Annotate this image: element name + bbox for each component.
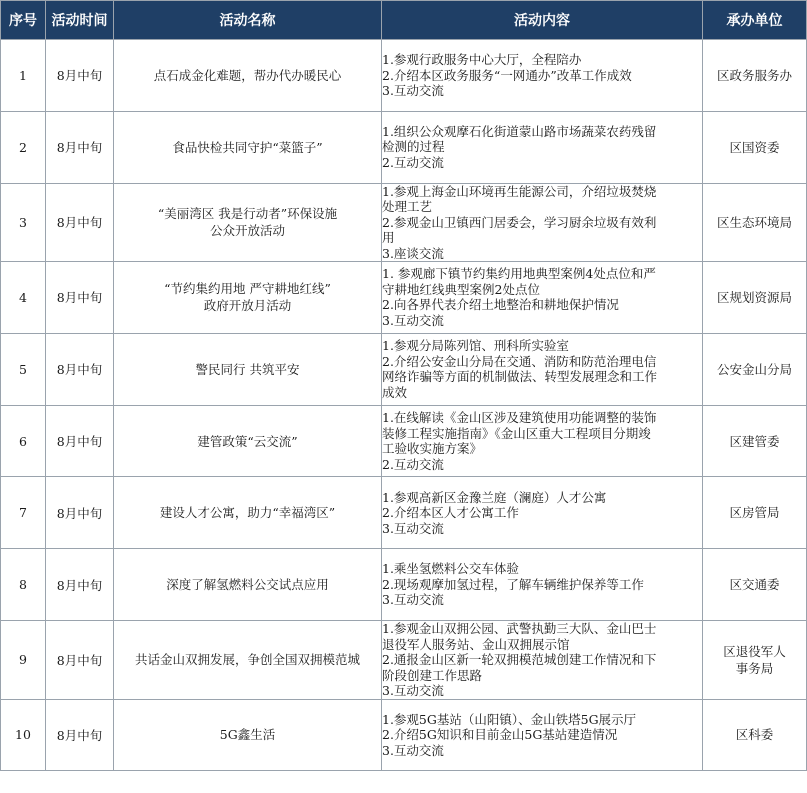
serial-number-cell: 9 bbox=[1, 621, 46, 700]
activity-content-line: 1. 参观廊下镇节约集约用地典型案例4处点位和严 bbox=[382, 266, 656, 282]
activity-content-line: 2.参观金山卫镇西门居委会，学习厨余垃圾有效利 bbox=[382, 214, 657, 230]
header-activity-time: 活动时间 bbox=[46, 1, 114, 40]
activity-name-line: 5G鑫生活 bbox=[219, 727, 276, 743]
activity-content-line: 1.参观行政服务中心大厅，全程陪办 bbox=[382, 52, 582, 68]
organizer-cell bbox=[703, 405, 807, 477]
activity-content-line: 2.介绍本区人才公寓工作 bbox=[382, 505, 519, 521]
activity-content-lines bbox=[382, 712, 702, 759]
activity-name-cell bbox=[114, 333, 382, 405]
activity-content-line: 3.互动交流 bbox=[382, 592, 444, 608]
activity-content-line: 2.通报金山区新一轮双拥模范城创建工作情况和下 bbox=[382, 652, 657, 668]
table-row bbox=[1, 549, 807, 621]
serial-number-cell: 6 bbox=[1, 405, 46, 477]
activity-content-lines bbox=[382, 410, 702, 472]
organizer-cell bbox=[703, 333, 807, 405]
organizer-line: 区房管局 bbox=[729, 505, 780, 521]
activity-time-cell: 8月中旬 bbox=[46, 699, 114, 771]
activity-name-cell bbox=[114, 621, 382, 700]
header-activity-content: 活动内容 bbox=[382, 1, 703, 40]
activity-content-line: 1.参观5G基站（山阳镇）、金山铁塔5G展示厅 bbox=[382, 711, 637, 727]
serial-number-cell: 7 bbox=[1, 477, 46, 549]
activity-time-cell: 8月中旬 bbox=[46, 549, 114, 621]
activity-content-line: 成效 bbox=[382, 384, 408, 400]
activity-time-cell: 8月中旬 bbox=[46, 40, 114, 112]
activity-content-line: 2.介绍本区政务服务“一网通办”改革工作成效 bbox=[382, 67, 632, 83]
activity-content-line: 3.互动交流 bbox=[382, 683, 444, 699]
activity-content-cell bbox=[382, 621, 703, 700]
activity-content-line: 2.介绍公安金山分局在交通、消防和防范治理电信 bbox=[382, 353, 657, 369]
organizer-line: 区政务服务办 bbox=[716, 67, 792, 83]
activity-content-lines bbox=[382, 338, 702, 400]
activity-content-cell bbox=[382, 405, 703, 477]
activity-name-cell bbox=[114, 549, 382, 621]
activity-name-cell bbox=[114, 111, 382, 183]
activity-content-line: 用 bbox=[382, 230, 395, 246]
table-row bbox=[1, 621, 807, 700]
activity-name-line: 公众开放活动 bbox=[209, 223, 285, 239]
activity-content-cell bbox=[382, 183, 703, 262]
organizer-cell bbox=[703, 262, 807, 334]
activity-name-cell bbox=[114, 40, 382, 112]
activity-content-line: 2.互动交流 bbox=[382, 456, 444, 472]
activity-name-line: 建设人才公寓，助力“幸福湾区” bbox=[159, 505, 336, 521]
activity-time-cell: 8月中旬 bbox=[46, 405, 114, 477]
activity-content-cell bbox=[382, 262, 703, 334]
activity-content-line: 1.参观上海金山环境再生能源公司，介绍垃圾焚烧 bbox=[382, 183, 657, 199]
organizer-line: 区建管委 bbox=[729, 433, 780, 449]
activity-content-cell bbox=[382, 111, 703, 183]
activity-name-line: 食品快检共同守护“菜篮子” bbox=[172, 139, 323, 155]
organizer-line: 区科委 bbox=[735, 727, 774, 743]
table-row bbox=[1, 333, 807, 405]
activity-name-line: 政府开放月活动 bbox=[203, 298, 292, 314]
activity-content-line: 装修工程实施指南》《金山区重大工程项目分期竣 bbox=[382, 425, 651, 441]
table-row bbox=[1, 40, 807, 112]
table-row bbox=[1, 183, 807, 262]
activity-content-line: 1.组织公众观摩石化街道蒙山路市场蔬菜农药残留 bbox=[382, 123, 657, 139]
activity-content-lines bbox=[382, 184, 702, 262]
organizer-cell bbox=[703, 699, 807, 771]
serial-number-cell: 2 bbox=[1, 111, 46, 183]
activity-content-line: 2.向各界代表介绍土地整治和耕地保护情况 bbox=[382, 297, 619, 313]
table-row bbox=[1, 262, 807, 334]
activity-content-lines bbox=[382, 621, 702, 699]
activity-time-cell: 8月中旬 bbox=[46, 333, 114, 405]
activity-name-line: 建管政策“云交流” bbox=[197, 433, 298, 449]
header-row bbox=[1, 1, 807, 40]
organizer-line: 公安金山分局 bbox=[716, 361, 792, 377]
serial-number-cell: 3 bbox=[1, 183, 46, 262]
organizer-line: 区国资委 bbox=[729, 139, 780, 155]
activity-name-cell bbox=[114, 477, 382, 549]
activity-content-line: 网络诈骗等方面的机制做法、转型发展理念和工作 bbox=[382, 369, 658, 385]
serial-number-cell: 1 bbox=[1, 40, 46, 112]
activity-time-cell: 8月中旬 bbox=[46, 111, 114, 183]
activity-content-line: 3.互动交流 bbox=[382, 520, 444, 536]
activity-name-cell bbox=[114, 405, 382, 477]
activity-name-line: 点石成金化难题，帮办代办暖民心 bbox=[153, 67, 342, 83]
activity-name-line: 警民同行 共筑平安 bbox=[195, 361, 300, 377]
activity-time-cell: 8月中旬 bbox=[46, 183, 114, 262]
activity-name-cell bbox=[114, 183, 382, 262]
activity-content-line: 1.参观分局陈列馆、刑科所实验室 bbox=[382, 338, 569, 354]
organizer-cell bbox=[703, 621, 807, 700]
activity-time-cell: 8月中旬 bbox=[46, 262, 114, 334]
activity-content-line: 1.乘坐氢燃料公交车体验 bbox=[382, 561, 519, 577]
activity-content-lines bbox=[382, 266, 702, 328]
activity-content-lines bbox=[382, 561, 702, 608]
table-row bbox=[1, 699, 807, 771]
table-body bbox=[1, 40, 807, 771]
serial-number-cell: 5 bbox=[1, 333, 46, 405]
organizer-line: 区规划资源局 bbox=[716, 289, 792, 305]
activity-content-line: 处理工艺 bbox=[382, 199, 433, 215]
activity-content-line: 2.互动交流 bbox=[382, 154, 444, 170]
activity-content-cell bbox=[382, 333, 703, 405]
activity-name-line: 共话金山双拥发展，争创全国双拥模范城 bbox=[134, 652, 360, 668]
header-activity-name: 活动名称 bbox=[114, 1, 382, 40]
serial-number-cell: 4 bbox=[1, 262, 46, 334]
activity-content-line: 退役军人服务站、金山双拥展示馆 bbox=[382, 636, 570, 652]
organizer-line: 事务局 bbox=[735, 660, 774, 676]
activity-name-line: “美丽湾区 我是行动者”环保设施 bbox=[157, 206, 338, 222]
table-header bbox=[1, 1, 807, 40]
table-row bbox=[1, 477, 807, 549]
organizer-line: 区生态环境局 bbox=[716, 214, 792, 230]
activity-content-line: 1.在线解读《金山区涉及建筑使用功能调整的装饰 bbox=[382, 410, 657, 426]
organizer-cell bbox=[703, 111, 807, 183]
activity-name-cell bbox=[114, 699, 382, 771]
activity-name-cell bbox=[114, 262, 382, 334]
header-serial-number: 序号 bbox=[1, 1, 46, 40]
activity-content-lines bbox=[382, 124, 702, 171]
activity-content-line: 3.互动交流 bbox=[382, 742, 444, 758]
activity-content-line: 检测的过程 bbox=[382, 139, 445, 155]
organizer-cell bbox=[703, 549, 807, 621]
serial-number-cell: 10 bbox=[1, 699, 46, 771]
activity-content-lines bbox=[382, 490, 702, 537]
activity-content-cell bbox=[382, 477, 703, 549]
activity-content-line: 3.互动交流 bbox=[382, 312, 444, 328]
activity-content-line: 1.参观高新区金豫兰庭（澜庭）人才公寓 bbox=[382, 489, 607, 505]
header-organizer: 承办单位 bbox=[703, 1, 807, 40]
organizer-cell bbox=[703, 477, 807, 549]
activity-content-line: 阶段创建工作思路 bbox=[382, 667, 483, 683]
activity-content-cell bbox=[382, 40, 703, 112]
activity-content-line: 2.介绍5G知识和目前金山5G基站建造情况 bbox=[382, 727, 618, 743]
activity-content-line: 2.现场观摩加氢过程，了解车辆维护保养等工作 bbox=[382, 576, 644, 592]
serial-number-cell: 8 bbox=[1, 549, 46, 621]
organizer-line: 区退役军人 bbox=[723, 643, 786, 659]
organizer-cell bbox=[703, 40, 807, 112]
organizer-cell bbox=[703, 183, 807, 262]
activity-content-lines bbox=[382, 52, 702, 99]
table-row bbox=[1, 111, 807, 183]
activity-name-line: 深度了解氢燃料公交试点应用 bbox=[166, 577, 329, 593]
table-row bbox=[1, 405, 807, 477]
activity-name-line: “节约集约用地 严守耕地红线” bbox=[164, 281, 331, 297]
organizer-line: 区交通委 bbox=[729, 577, 780, 593]
activity-time-cell: 8月中旬 bbox=[46, 477, 114, 549]
activity-content-line: 守耕地红线典型案例2处点位 bbox=[382, 281, 540, 297]
activity-content-cell bbox=[382, 549, 703, 621]
activity-time-cell: 8月中旬 bbox=[46, 621, 114, 700]
activity-content-cell bbox=[382, 699, 703, 771]
activity-content-line: 1.参观金山双拥公园、武警执勤三大队、金山巴士 bbox=[382, 621, 657, 637]
activity-content-line: 3.座谈交流 bbox=[382, 245, 444, 261]
activity-content-line: 工验收实施方案》 bbox=[382, 441, 483, 457]
activity-content-line: 3.互动交流 bbox=[382, 83, 444, 99]
